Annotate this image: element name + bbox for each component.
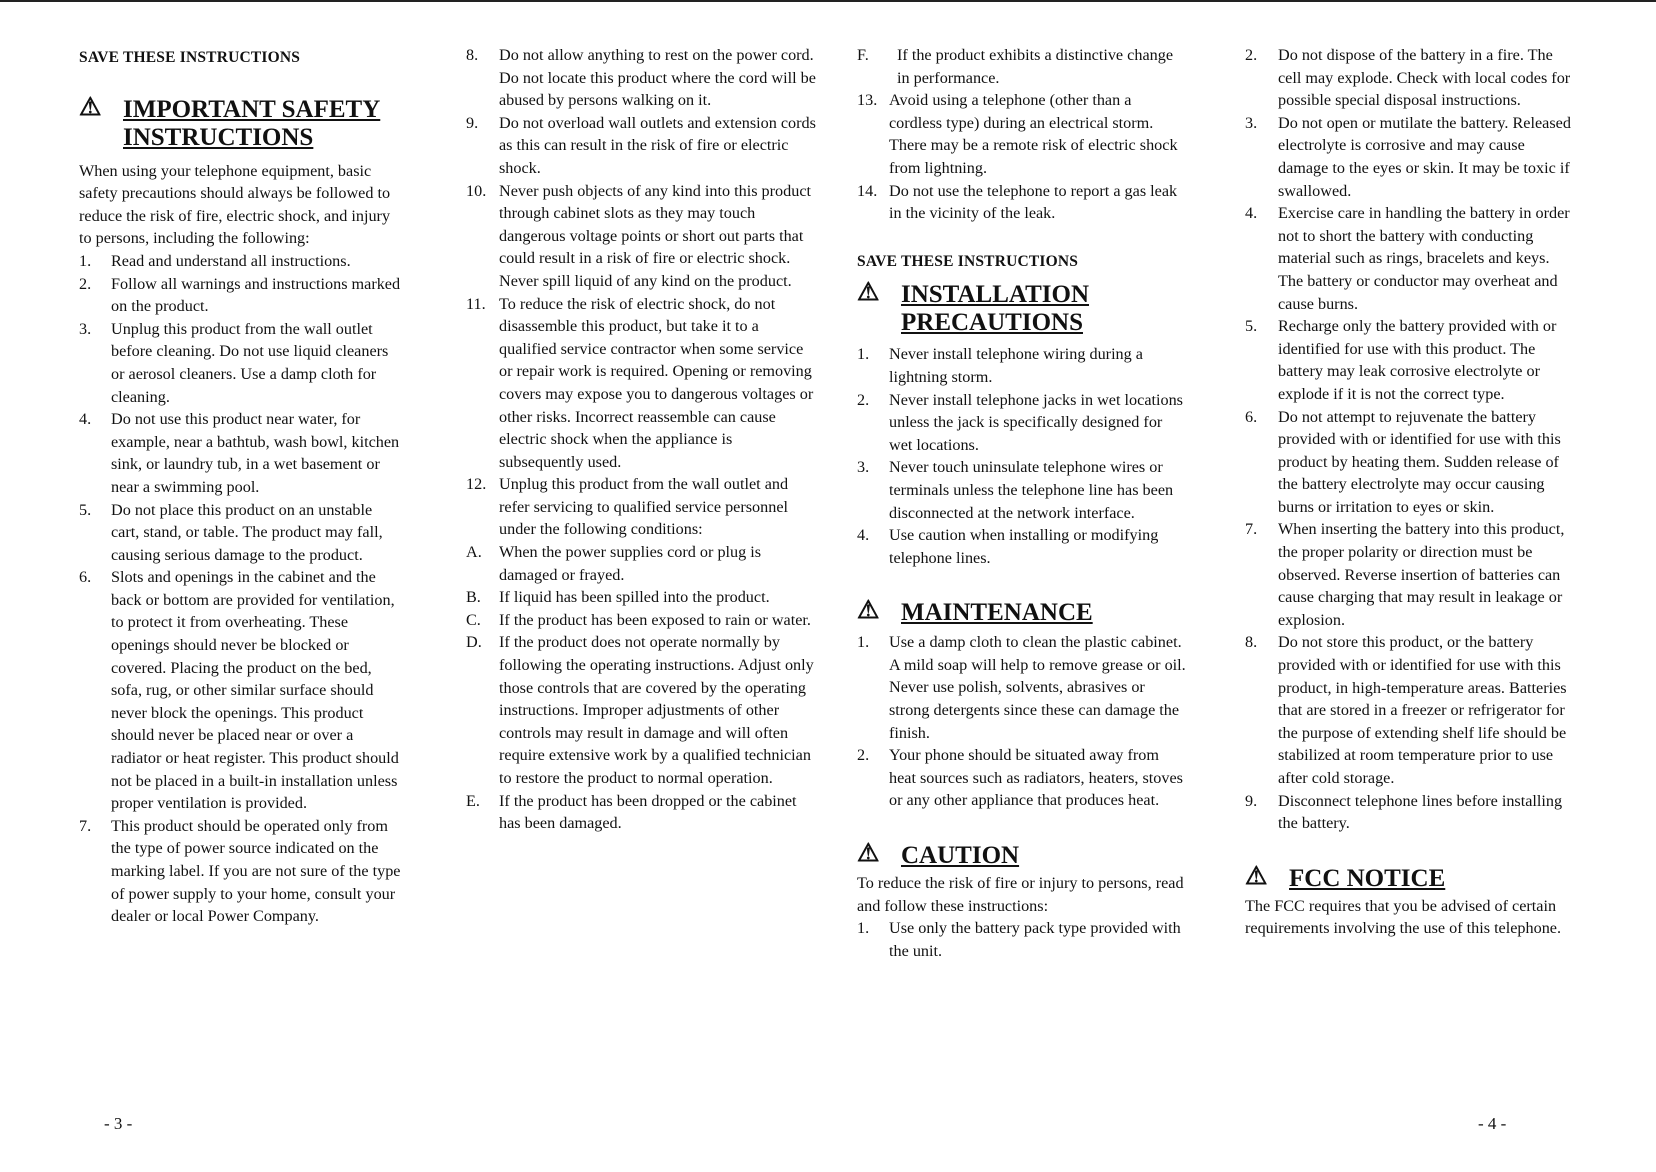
installation-heading xyxy=(857,281,1187,337)
list-item: 8. Do not store this product, or the battery provided with or identified for use with this product, in high-temperature areas. Batteries that are stored in a freezer or refrigerator for the purpose of extending shelf life should be stabilized at room temperature prior to use after cold storage. xyxy=(1245,633,1567,787)
heading-text: INSTALLATION PRECAUTIONS xyxy=(901,281,1090,337)
list-item: 14. Do not use the telephone to report a gas leak in the vicinity of the leak. xyxy=(857,181,1178,223)
column-1 xyxy=(79,44,404,928)
list-item: 2. Never install telephone jacks in wet locations unless the jack is specifically designed for wet locations. xyxy=(857,390,1183,454)
safety-list-continued xyxy=(466,44,818,835)
list-item: 5. Recharge only the battery provided with or identified for use with this product. The battery may leak corrosive electrolyte or explode if it is not the correct type. xyxy=(1245,317,1557,403)
list-item: 11. To reduce the risk of electric shock, do not disassemble this product, but take it to a qualified service contractor when some service or repair work is required. Opening or removing covers may expose you to dangerous voltages or other risks. Incorrect reassemble can cause electric shock when the appliance is subsequently used. xyxy=(466,294,814,471)
heading-text: MAINTENANCE xyxy=(901,599,1093,627)
column-4 xyxy=(1245,44,1577,940)
fcc-notice-text: The FCC requires that you be advised of certain requirements involving the use of this telephone. xyxy=(1245,896,1562,938)
list-item: 1. Never install telephone wiring during a lightning storm. xyxy=(857,345,1143,386)
list-item: 2. Follow all warnings and instructions marked on the product. xyxy=(79,274,401,316)
maintenance-heading xyxy=(857,599,1187,627)
top-border xyxy=(0,0,1656,2)
important-safety-heading xyxy=(79,93,404,152)
list-item: 2. Do not dispose of the battery in a fire. The cell may explode. Check with local codes for possible special disposal instructions. xyxy=(1245,46,1571,110)
page-number-left: - 3 - xyxy=(104,1114,133,1133)
list-item: 10. Never push objects of any kind into this product through cabinet slots as they may touch dangerous voltage points or short out parts that could result in a risk of fire or electric shock. Never spill liquid of any kind on the product. xyxy=(466,181,812,290)
list-item: 1. Read and understand all instructions. xyxy=(79,251,351,270)
list-item: 4. Do not use this product near water, for example, near a bathtub, wash bowl, kitchen sink, or laundry tub, in a wet basement or near a swimming pool. xyxy=(79,410,400,496)
list-item: 12. Unplug this product from the wall outlet and refer servicing to qualified service personnel under the following conditions: xyxy=(466,475,789,539)
list-item: 6. Do not attempt to rejuvenate the battery provided with or identified for use with this product by heating them. Sudden release of the battery electrolyte may occur causing burns or irritation to eyes or skin. xyxy=(1245,407,1561,516)
warning-icon: ⚠ xyxy=(1245,862,1268,890)
list-item: 9. Do not overload wall outlets and extension cords as this can result in the risk of fire or electric shock. xyxy=(466,113,816,177)
caution-heading xyxy=(857,842,1187,870)
list-item: 7. When inserting the battery into this product, the proper polarity or direction must be observed. Reverse insertion of batteries can cause charging that may result in leakage or explosion. xyxy=(1245,520,1565,629)
caution-list xyxy=(857,917,1187,962)
list-item: 3. Never touch uninsulate telephone wires or terminals unless the telephone line has been disconnected at the network interface. xyxy=(857,458,1174,522)
page-number-right: - 4 - xyxy=(1478,1114,1507,1133)
warning-icon: ⚠ xyxy=(857,840,880,868)
column-2 xyxy=(466,44,818,835)
column-3 xyxy=(857,44,1187,962)
list-item: D. If the product does not operate normally by following the operating instructions. Adjust only those controls that are covered by the operating instructions. Improper adjustments of other controls may result in damage and will often require extensive work by a qualified technician to restore the product to normal operation. xyxy=(466,633,814,787)
list-item: 5. Do not place this product on an unstable cart, stand, or table. The product may fall, causing serious damage to the product. xyxy=(79,500,383,564)
list-item: F. If the product exhibits a distinctive change in performance. xyxy=(857,46,1174,87)
list-item: 3. Do not open or mutilate the battery. Released electrolyte is corrosive and may cause damage to the eyes or skin. It may be toxic if swallowed. xyxy=(1245,113,1571,200)
list-item: E. If the product has been dropped or the cabinet has been damaged. xyxy=(466,791,797,833)
list-item: 9. Disconnect telephone lines before installing the battery. xyxy=(1245,791,1563,833)
save-instructions-label: SAVE THESE INSTRUCTIONS xyxy=(857,252,1079,270)
safety-list-continued-2 xyxy=(857,44,1187,225)
list-item: A. When the power supplies cord or plug is damaged or frayed. xyxy=(466,543,762,584)
list-item: 7. This product should be operated only from the type of power source indicated on the marking label. If you are not sure of the type of power supply to your home, consult your dealer or local Power Company. xyxy=(79,816,401,926)
list-item: 6. Slots and openings in the cabinet and the back or bottom are provided for ventilation, to protect it from overheating. These openings should never be blocked or covered. Placing the product on the bed, sofa, rug, or other similar surface should never block the openings. This product should never be placed near or over a radiator or heat register. This product should not be placed in a built-in installation unless proper ventilation is provided. xyxy=(79,568,399,813)
maintenance-list xyxy=(857,631,1187,812)
heading-text: IMPORTANT SAFETY INSTRUCTIONS xyxy=(123,95,381,151)
list-item: 3. Unplug this product from the wall outlet before cleaning. Do not use liquid cleaners or aerosol cleaners. Use a damp cloth for cleaning. xyxy=(79,319,389,406)
warning-icon: ⚠ xyxy=(857,279,880,307)
list-item: 4. Use caution when installing or modifying telephone lines. xyxy=(857,526,1159,567)
list-item: B. If liquid has been spilled into the product. xyxy=(466,588,770,607)
safety-intro: When using your telephone equipment, basic safety precautions should always be followed to reduce the risk of fire, electric shock, and injury to persons, including the following: xyxy=(79,161,391,248)
heading-text: CAUTION xyxy=(901,842,1020,870)
fcc-notice-heading xyxy=(1245,862,1577,893)
installation-list xyxy=(857,343,1187,569)
heading-text: FCC NOTICE xyxy=(1289,864,1446,892)
list-item: C. If the product has been exposed to rain or water. xyxy=(466,610,811,629)
list-item: 1. Use only the battery pack type provided with the unit. xyxy=(857,919,1181,960)
safety-list xyxy=(79,250,404,928)
warning-icon: ⚠ xyxy=(79,93,102,121)
list-item: 2. Your phone should be situated away from heat sources such as radiators, heaters, stoves or any other appliance that produces heat. xyxy=(857,746,1183,810)
list-item: 1. Use a damp cloth to clean the plastic cabinet. A mild soap will help to remove grease or oil. Never use polish, solvents, abrasives or strong detergents since these can damage the finish. xyxy=(857,633,1186,742)
warning-icon: ⚠ xyxy=(857,597,880,625)
list-item: 13. Avoid using a telephone (other than a cordless type) during an electrical storm. There may be a remote risk of electric shock from lightning. xyxy=(857,91,1178,177)
save-instructions-label: SAVE THESE INSTRUCTIONS xyxy=(79,49,301,66)
caution-list-continued xyxy=(1245,44,1577,835)
list-item: 8. Do not allow anything to rest on the power cord. Do not locate this product where the cord will be abused by persons walking on it. xyxy=(466,46,816,110)
list-item: 4. Exercise care in handling the battery in order not to short the battery with conducting material such as rings, bracelets and keys. The battery or conductor may overheat and cause burns. xyxy=(1245,204,1570,313)
caution-intro: To reduce the risk of fire or injury to persons, read and follow these instructions: xyxy=(857,874,1184,915)
